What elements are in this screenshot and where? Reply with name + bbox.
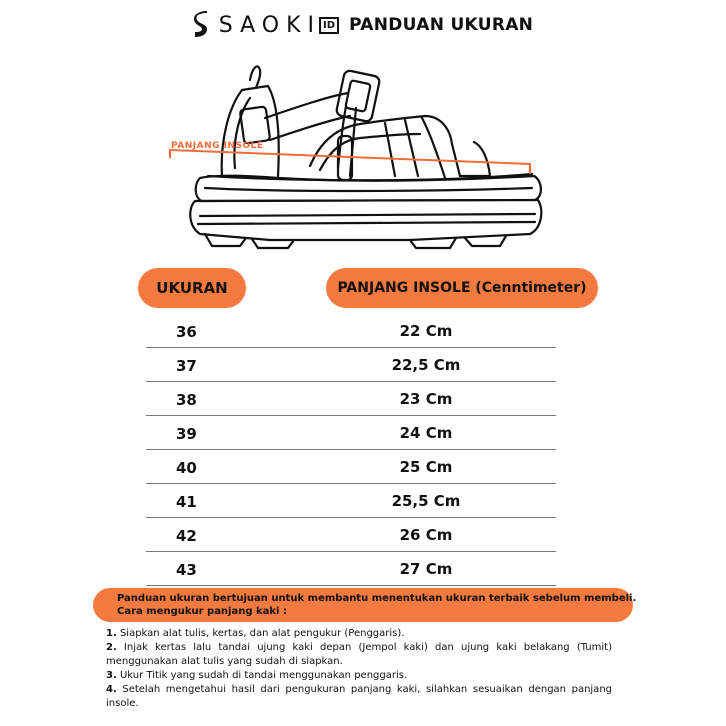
size-value: 37 bbox=[176, 357, 197, 375]
insole-length-value: 25,5 Cm bbox=[391, 492, 461, 510]
step-item bbox=[106, 669, 612, 683]
table-row bbox=[146, 314, 556, 348]
page-header bbox=[0, 10, 726, 40]
table-row bbox=[146, 416, 556, 450]
step-text: Injak kertas lalu tandai ujung kaki depan (Jempol kaki) dan ujung kaki belakang (Tumit) menggunakan alat tulis yang sudah di siapkan. bbox=[106, 642, 612, 667]
size-value: 41 bbox=[176, 493, 197, 511]
saoki-s-icon bbox=[193, 11, 211, 39]
size-value: 43 bbox=[176, 561, 197, 579]
insole-length-value: 23 Cm bbox=[399, 390, 453, 408]
size-column-header: UKURAN bbox=[138, 268, 246, 308]
page-title: PANDUAN UKURAN bbox=[349, 15, 534, 35]
insole-length-value: 22,5 Cm bbox=[391, 356, 461, 374]
measurement-steps bbox=[106, 627, 612, 711]
size-value: 38 bbox=[176, 391, 197, 409]
size-value: 36 bbox=[176, 323, 197, 341]
info-banner bbox=[93, 588, 637, 622]
step-item bbox=[106, 683, 612, 711]
info-purpose-text: Panduan ukuran bertujuan untuk membantu menentukan ukuran terbaik sebelum membeli. bbox=[117, 593, 637, 604]
info-howto-heading: Cara mengukur panjang kaki : bbox=[117, 606, 287, 617]
step-number: 2. bbox=[106, 642, 117, 653]
insole-length-value: 25 Cm bbox=[399, 458, 453, 476]
insole-column-header: PANJANG INSOLE (Cenntimeter) bbox=[326, 268, 598, 308]
table-row bbox=[146, 552, 556, 586]
step-number: 3. bbox=[106, 670, 117, 681]
step-number: 1. bbox=[106, 628, 117, 639]
insole-callout-label: PANJANG INSOLE bbox=[171, 141, 264, 151]
step-item bbox=[106, 627, 612, 641]
insole-length-value: 27 Cm bbox=[399, 560, 453, 578]
step-text: Siapkan alat tulis, kertas, dan alat pengukur (Penggaris). bbox=[116, 628, 405, 639]
step-number: 4. bbox=[106, 684, 117, 695]
insole-length-value: 22 Cm bbox=[399, 322, 453, 340]
size-value: 42 bbox=[176, 527, 197, 545]
insole-length-value: 24 Cm bbox=[399, 424, 453, 442]
table-row bbox=[146, 518, 556, 552]
step-text: Setelah mengetahui hasil dari pengukuran panjang kaki, silahkan sesuaikan dengan panjang insole. bbox=[106, 684, 612, 709]
table-row bbox=[146, 484, 556, 518]
size-table bbox=[146, 314, 556, 586]
table-row bbox=[146, 382, 556, 416]
size-value: 40 bbox=[176, 459, 197, 477]
insole-length-value: 26 Cm bbox=[399, 526, 453, 544]
brand-logo bbox=[193, 11, 339, 39]
brand-badge: ID bbox=[319, 17, 339, 34]
step-text: Ukur Titik yang sudah di tandai menggunakan penggaris. bbox=[116, 670, 408, 681]
table-row bbox=[146, 348, 556, 382]
brand-name: SAOKI bbox=[218, 12, 322, 38]
step-item bbox=[106, 641, 612, 669]
size-value: 39 bbox=[176, 425, 197, 443]
table-row bbox=[146, 450, 556, 484]
